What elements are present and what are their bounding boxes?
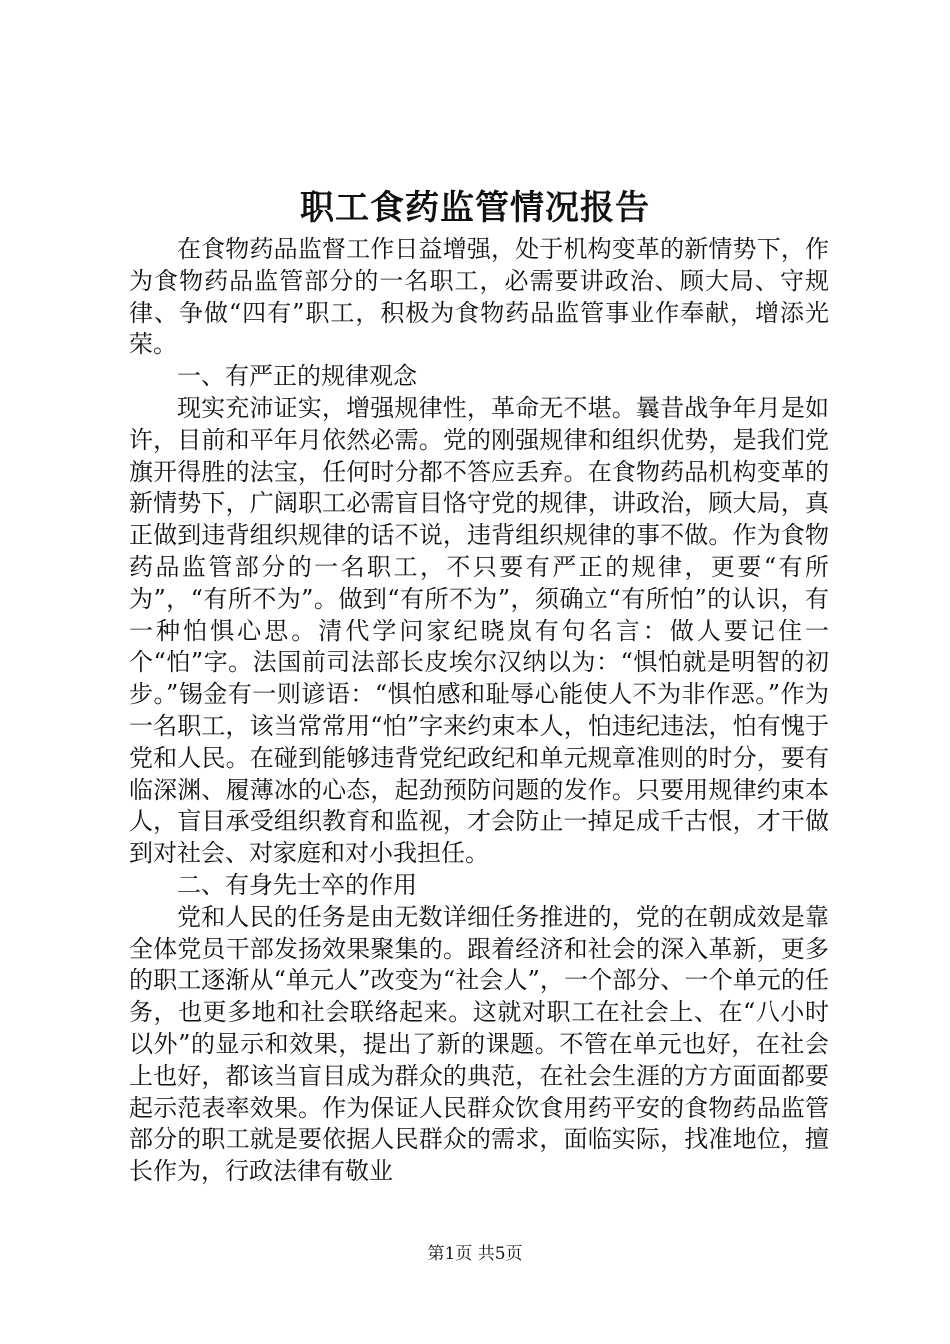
page-number-footer: 第1页 共5页: [427, 1244, 523, 1264]
document-title: 职工食药监管情况报告: [300, 188, 650, 228]
intro-paragraph: 在食物药品监督工作日益增强，处于机构变革的新情势下，作为食物药品监管部分的一名职工，必需要讲政治、顾大局、守规律、争做“四有”职工，积极为食物药品监管事业作奉献，增添光荣。: [129, 235, 829, 359]
section-heading-2: 二、有身先士卒的作用: [177, 870, 417, 899]
section-heading-1: 一、有严正的规律观念: [177, 362, 417, 391]
section-2-paragraph: 党和人民的任务是由无数详细任务推进的，党的在朝成效是靠全体党员干部发扬效果聚集的。跟着经济和社会的深入革新，更多的职工逐渐从“单元人”改变为“社会人”，一个部分、一个单元的任务，也更多地和社会联络起来。这就对职工在社会上、在“八小时以外”的显示和效果，提出了新的课题。不管在单元也好，在社会上也好，都该当盲目成为群众的典范，在社会生涯的方方面面都要起示范表率效果。作为保证人民群众饮食用药平安的食物药品监管部分的职工就是要依据人民群众的需求，面临实际，找准地位，擅长作为，行政法律有敬业: [129, 902, 829, 1186]
section-1-paragraph: 现实充沛证实，增强规律性，革命无不堪。曩昔战争年月是如许，目前和平年月依然必需。党的刚强规律和组织优势，是我们党旗开得胜的法宝，任何时分都不答应丢弃。在食物药品机构变革的新情势下，广阔职工必需盲目恪守党的规律，讲政治，顾大局，真正做到违背组织规律的话不说，违背组织规律的事不做。作为食物药品监管部分的一名职工，不只要有严正的规律，更要“有所为”，“有所不为”。做到“有所不为”，须确立“有所怕”的认识，有一种怕惧心思。清代学问家纪晓岚有句名言：做人要记住一个“怕”字。法国前司法部长皮埃尔汉纳以为：“惧怕就是明智的初步。”锡金有一则谚语：“惧怕感和耻辱心能使人不为非作恶。”作为一名职工，该当常常用“怕”字来约束本人，怕违纪违法，怕有愧于党和人民。在碰到能够违背党纪政纪和单元规章准则的时分，要有临深渊、履薄冰的心态，起劲预防问题的发作。只要用规律约束本人，盲目承受组织教育和监视，才会防止一掉足成千古恨，才干做到对社会、对家庭和对小我担任。: [129, 393, 829, 868]
document-body: [129, 234, 829, 1188]
